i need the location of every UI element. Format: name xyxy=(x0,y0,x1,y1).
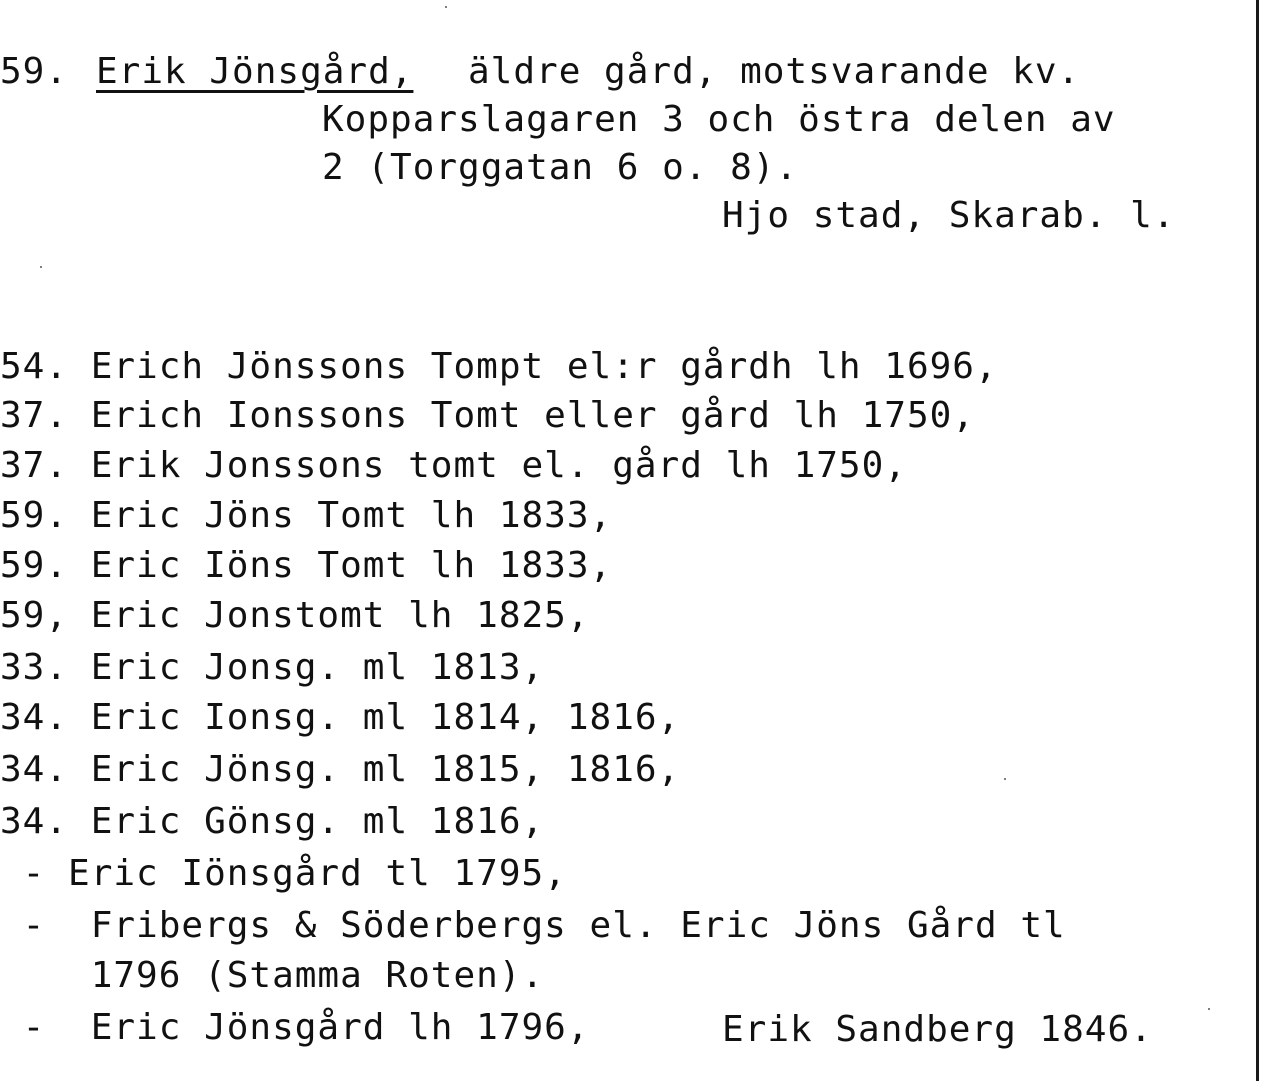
entry-line: 37. Erik Jonssons tomt el. gård lh 1750, xyxy=(0,445,907,486)
entry-line: - Fribergs & Söderbergs el. Eric Jöns Gård tl xyxy=(0,905,1066,946)
entry-line: 34. Eric Ionsg. ml 1814, 1816, xyxy=(0,697,681,738)
entry-number: 59. xyxy=(0,51,69,92)
entry-line: 59. Eric Jöns Tomt lh 1833, xyxy=(0,495,613,536)
scan-speck xyxy=(40,266,42,268)
location-line: Hjo stad, Skarab. l. xyxy=(722,195,1176,236)
entry-line: 59, Eric Jonstomt lh 1825, xyxy=(0,595,590,636)
entry-line: 34. Eric Gönsg. ml 1816, xyxy=(0,801,545,842)
entry-line: 33. Eric Jonsg. ml 1813, xyxy=(0,647,545,688)
entry-line: - Eric Jönsgård lh 1796, xyxy=(0,1007,590,1048)
entry-line: 34. Eric Jönsg. ml 1815, 1816, xyxy=(0,749,681,790)
entry-line: 1796 (Stamma Roten). xyxy=(0,955,545,996)
entry-title: Erik Jönsgård, xyxy=(96,51,414,92)
description-line-2: Kopparslagaren 3 och östra delen av xyxy=(322,99,1116,140)
scan-speck xyxy=(445,6,447,8)
description-line-3: 2 (Torggatan 6 o. 8). xyxy=(322,147,799,188)
author-note: Erik Sandberg 1846. xyxy=(722,1009,1153,1050)
entry-line: 37. Erich Ionssons Tomt eller gård lh 1750, xyxy=(0,395,975,436)
entry-line: 54. Erich Jönssons Tompt el:r gårdh lh 1696, xyxy=(0,346,998,387)
entry-line: - Eric Iönsgård tl 1795, xyxy=(0,853,567,894)
scan-speck xyxy=(1208,1008,1210,1010)
scan-speck xyxy=(1004,778,1006,780)
scan-edge-rule xyxy=(1256,0,1259,1081)
description-line-1: äldre gård, motsvarande kv. xyxy=(468,51,1081,92)
entry-line: 59. Eric Iöns Tomt lh 1833, xyxy=(0,545,613,586)
